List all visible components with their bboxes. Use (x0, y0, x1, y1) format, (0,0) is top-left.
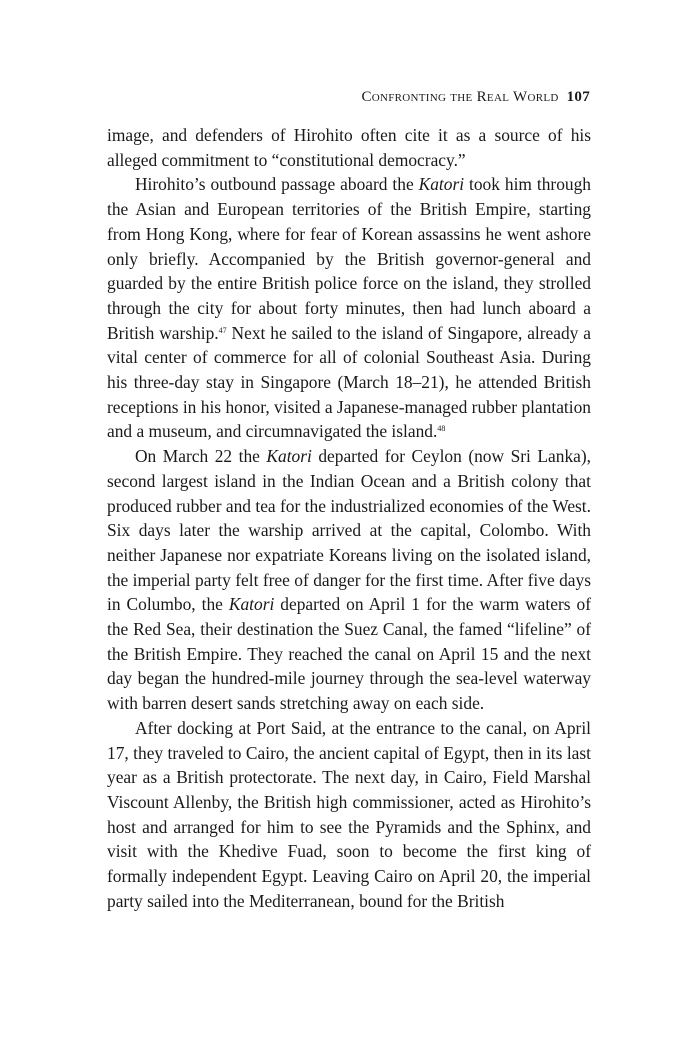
footnote-ref: 47 (218, 325, 227, 335)
ship-name: Katori (266, 446, 312, 467)
paragraph-2-text-a: Hirohito’s outbound passage aboard the (135, 174, 419, 195)
paragraph-1-text: image, and defenders of Hirohito often cite it as a source of his alleged commitment to “constitutional democracy.” (107, 125, 591, 170)
paragraph-2-text-c: Next he sailed to the island of Singapore, already a vital center of commerce for all of colonial Southeast Asia. During his three-day stay in Singapore (March 18–21), he attended British receptions in his honor, visited a Japanese-managed rubber plantation and a museum, and circumnavigated the island. (107, 322, 591, 442)
paragraph-4 (107, 716, 591, 914)
paragraph-4-text: After docking at Port Said, at the entrance to the canal, on April 17, they traveled to Cairo, the ancient capital of Egypt, then in its last year as a British protectorate. The next day, in Cairo, Field Marshal Viscount Allenby, the British high commissioner, acted as Hirohito’s host and arranged for him to see the Pyramids and the Sphinx, and visit with the Khedive Fuad, soon to become the first king of formally independent Egypt. Leaving Cairo on April 20, the imperial party sailed into the Mediterranean, bound for the British (107, 717, 591, 911)
running-title: Confronting the Real World (361, 89, 559, 105)
paragraph-3-text-b: departed for Ceylon (now Sri Lanka), second largest island in the Indian Ocean and a British colony that produced rubber and tea for the industrialized economies of the West. Six days later the warship arrived at the capital, Colombo. With neither Japanese nor expatriate Koreans living on the isolated island, the imperial party felt free of danger for the first time. After five days in Columbo, the (107, 446, 592, 615)
running-head (361, 88, 590, 106)
body-text (107, 123, 591, 914)
paragraph-3 (107, 444, 591, 716)
paragraph-3-text-c: departed on April 1 for the warm waters of the Red Sea, their destination the Suez Canal, the famed “lifeline” of the British Empire. They reached the canal on April 15 and the next day began the hundred-mile journey through the sea-level waterway with barren desert sands stretching away on each side. (107, 594, 592, 714)
paragraph-2-text-b: took him through the Asian and European territories of the British Empire, starting from Hong Kong, where for fear of Korean assassins he went ashore only briefly. Accompanied by the British governor-general and guarded by the entire British police force on the island, they strolled through the city for about forty minutes, then had lunch aboard a British warship. (107, 174, 591, 343)
footnote-ref: 48 (437, 424, 446, 434)
ship-name: Katori (228, 594, 275, 615)
paragraph-2 (107, 172, 591, 444)
paragraph-3-text-a: On March 22 the (135, 446, 267, 467)
ship-name: Katori (418, 174, 465, 195)
paragraph-1 (107, 123, 591, 172)
page-number: 107 (566, 89, 590, 105)
